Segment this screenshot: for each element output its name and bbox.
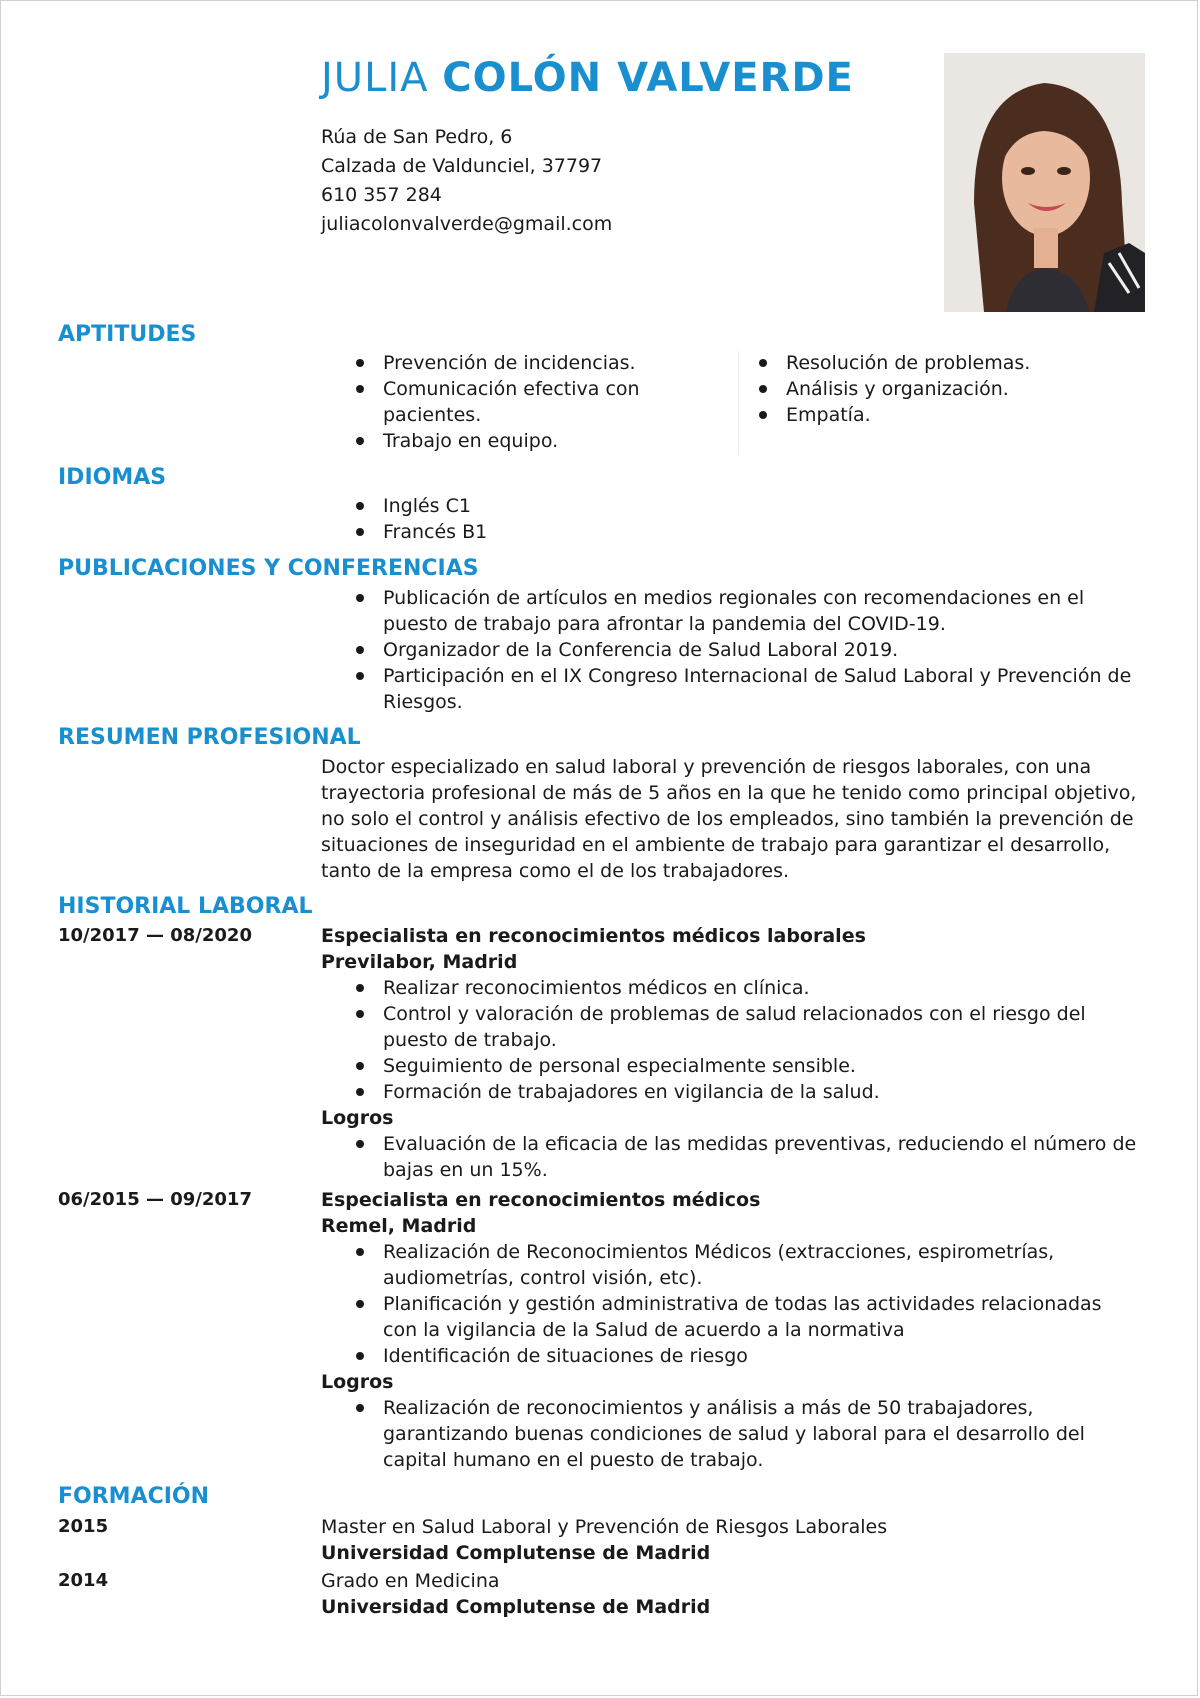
achievements-label: Logros — [321, 1107, 394, 1129]
education-entry — [321, 1568, 1141, 1620]
education-school: Universidad Complutense de Madrid — [321, 1542, 711, 1564]
skills-column-1 — [321, 350, 739, 454]
first-name: JULIA — [321, 55, 429, 101]
education-year: 2015 — [58, 1516, 109, 1537]
achievements-label: Logros — [321, 1371, 394, 1393]
address-line-1: Rúa de San Pedro, 6 — [321, 126, 513, 148]
list-item: Publicación de artículos en medios regionales con recomendaciones en el puesto de trabajo para afrontar la pandemia del COVID-19. — [383, 585, 1141, 637]
job-role: Especialista en reconocimientos médicos — [321, 1189, 761, 1211]
education-degree: Master en Salud Laboral y Prevención de Riesgos Laborales — [321, 1516, 888, 1538]
job-company: Previlabor, Madrid — [321, 951, 518, 973]
contact-info — [321, 123, 612, 239]
list-item: Organizador de la Conferencia de Salud Laboral 2019. — [383, 637, 1141, 663]
list-item: Evaluación de la eficacia de las medidas preventivas, reduciendo el número de bajas en un 15%. — [383, 1131, 1141, 1183]
job-company: Remel, Madrid — [321, 1215, 477, 1237]
education-degree: Grado en Medicina — [321, 1570, 500, 1592]
section-title-languages: IDIOMAS — [58, 465, 167, 490]
job-entry — [321, 923, 1141, 1183]
last-name: COLÓN VALVERDE — [442, 55, 854, 101]
list-item: Realización de reconocimientos y análisis a más de 50 trabajadores, garantizando buenas condiciones de salud y laboral para el desarrollo del capital humano en el puesto de trabajo. — [383, 1395, 1141, 1473]
list-item: Empatía. — [786, 402, 1141, 428]
section-title-education: FORMACIÓN — [58, 1484, 210, 1509]
address-line-2: Calzada de Valdunciel, 37797 — [321, 155, 603, 177]
education-entry — [321, 1514, 1141, 1566]
skills-column-2 — [739, 350, 1141, 454]
job-entry — [321, 1187, 1141, 1473]
email: juliacolonvalverde@gmail.com — [321, 213, 613, 235]
job-dates: 06/2015 — 09/2017 — [58, 1189, 252, 1210]
section-title-skills: APTITUDES — [58, 322, 197, 347]
education-year: 2014 — [58, 1570, 109, 1591]
summary-text: Doctor especializado en salud laboral y prevención de riesgos laborales, con una trayectoria profesional de más de 5 años en la que he tenido como principal objetivo, no solo el control y análisis efectivo de los empleados, sino también la prevención de situaciones de inseguridad en el ambiente de trabajo para garantizar el desarrollo, tanto de la empresa como el de los trabajadores. — [321, 756, 1137, 882]
list-item: Inglés C1 — [383, 493, 1141, 519]
section-title-publications: PUBLICACIONES Y CONFERENCIAS — [58, 556, 479, 581]
job-role: Especialista en reconocimientos médicos laborales — [321, 925, 866, 947]
job-achievements — [321, 1395, 1141, 1473]
phone: 610 357 284 — [321, 184, 442, 206]
job-tasks — [321, 1239, 1141, 1369]
languages-list — [321, 493, 1141, 545]
job-achievements — [321, 1131, 1141, 1183]
list-item: Realización de Reconocimientos Médicos (extracciones, espirometrías, audiometrías, control visión, etc). — [383, 1239, 1141, 1291]
candidate-name — [321, 55, 854, 101]
list-item: Resolución de problemas. — [786, 350, 1141, 376]
list-item: Control y valoración de problemas de salud relacionados con el riesgo del puesto de trabajo. — [383, 1001, 1141, 1053]
job-tasks — [321, 975, 1141, 1105]
publications-list — [321, 585, 1141, 715]
job-dates: 10/2017 — 08/2020 — [58, 925, 252, 946]
list-item: Francés B1 — [383, 519, 1141, 545]
list-item: Planificación y gestión administrativa de todas las actividades relacionadas con la vigilancia de la Salud de acuerdo a la normativa — [383, 1291, 1141, 1343]
list-item: Realizar reconocimientos médicos en clínica. — [383, 975, 1141, 1001]
section-title-summary: RESUMEN PROFESIONAL — [58, 725, 361, 750]
list-item: Comunicación efectiva con pacientes. — [383, 376, 738, 428]
list-item: Análisis y organización. — [786, 376, 1141, 402]
list-item: Prevención de incidencias. — [383, 350, 738, 376]
list-item: Formación de trabajadores en vigilancia de la salud. — [383, 1079, 1141, 1105]
education-school: Universidad Complutense de Madrid — [321, 1596, 711, 1618]
list-item: Participación en el IX Congreso Internacional de Salud Laboral y Prevención de Riesgos. — [383, 663, 1141, 715]
list-item: Seguimiento de personal especialmente sensible. — [383, 1053, 1141, 1079]
section-title-work: HISTORIAL LABORAL — [58, 894, 313, 919]
list-item: Trabajo en equipo. — [383, 428, 738, 454]
skills-list — [321, 350, 1141, 454]
profile-photo — [944, 53, 1145, 312]
list-item: Identificación de situaciones de riesgo — [383, 1343, 1141, 1369]
